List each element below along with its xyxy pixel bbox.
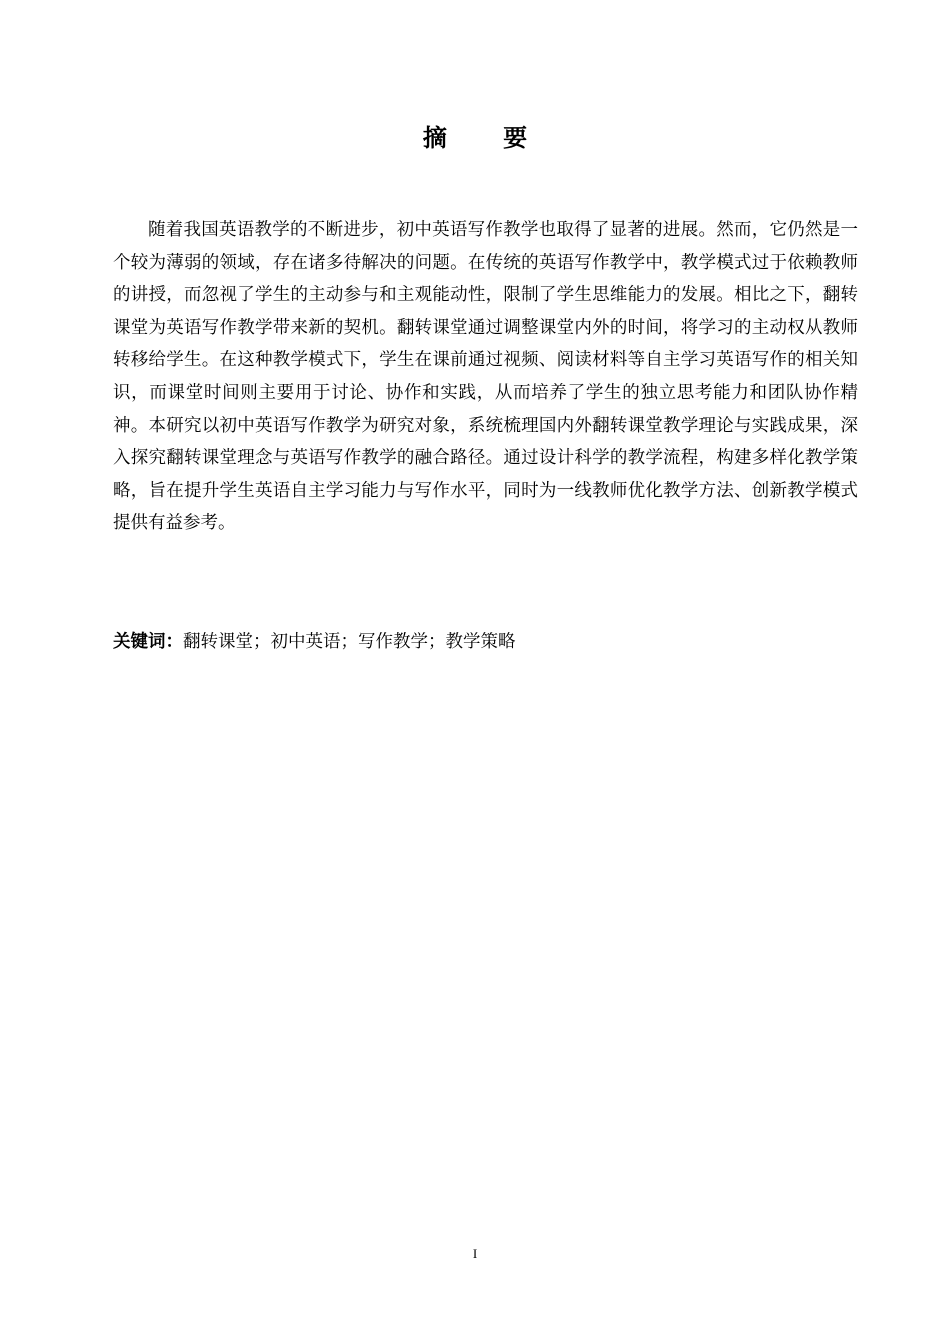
page-number: I: [472, 1246, 478, 1261]
keywords-label: 关键词：: [113, 632, 183, 652]
keywords-line: [113, 626, 858, 658]
keywords-text: 翻转课堂；初中英语；写作教学；教学策略: [183, 632, 516, 652]
page-title: 摘 要: [422, 124, 552, 152]
abstract-paragraph: 随着我国英语教学的不断进步，初中英语写作教学也取得了显著的进展。然而，它仍然是一个较为薄弱的领域，存在诸多待解决的问题。在传统的英语写作教学中，教学模式过于依赖教师的讲授，而忽视了学生的主动参与和主观能动性，限制了学生思维能力的发展。相比之下，翻转课堂为英语写作教学带来新的契机。翻转课堂通过调整课堂内外的时间，将学习的主动权从教师转移给学生。在这种教学模式下，学生在课前通过视频、阅读材料等自主学习英语写作的相关知识，而课堂时间则主要用于讨论、协作和实践，从而培养了学生的独立思考能力和团队协作精神。本研究以初中英语写作教学为研究对象，系统梳理国内外翻转课堂教学理论与实践成果，深入探究翻转课堂理念与英语写作教学的融合路径。通过设计科学的教学流程，构建多样化教学策略，旨在提升学生英语自主学习能力与写作水平，同时为一线教师优化教学方法、创新教学模式提供有益参考。: [113, 220, 858, 534]
